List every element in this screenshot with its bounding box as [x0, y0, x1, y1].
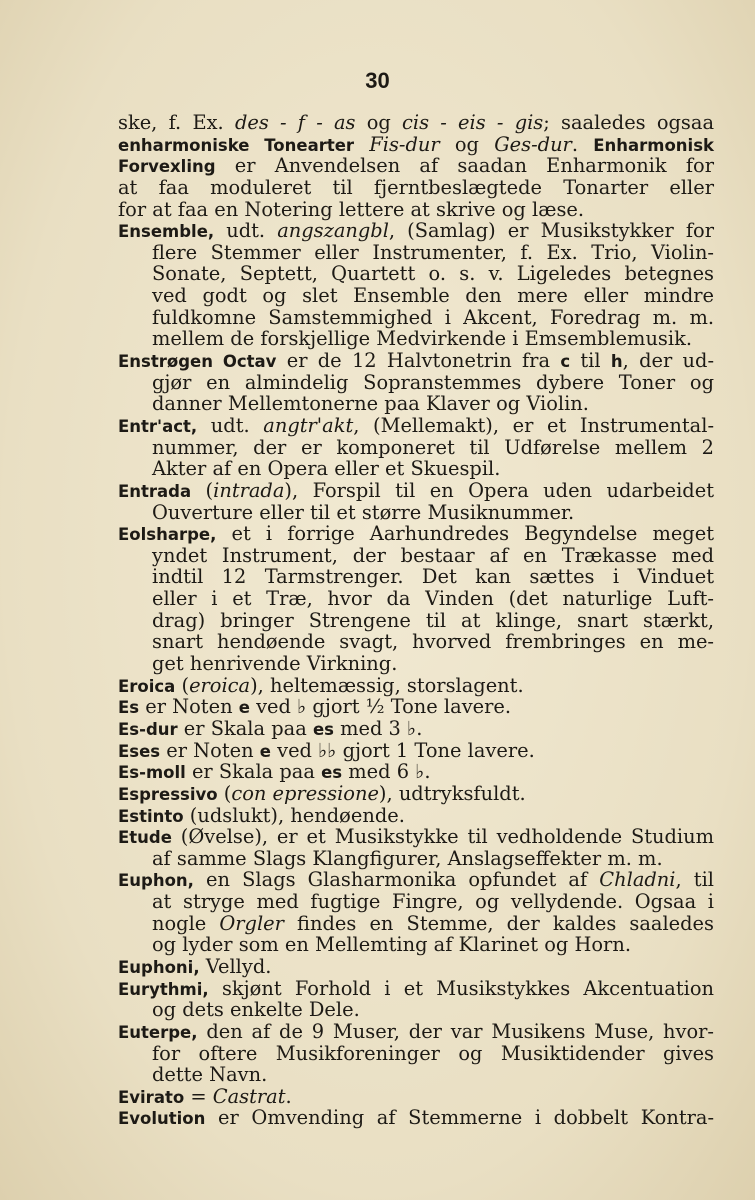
text-line	[118, 783, 714, 805]
text-run: flere Stemmer eller Instrumenter, f. Ex. Trio, Violin-	[152, 240, 714, 264]
italic-term: eroica	[189, 673, 251, 697]
text-run: Ouverture eller til et større Musiknummer.	[152, 500, 575, 524]
headword: Eroica	[118, 676, 176, 696]
text-run: indtil 12 Tarmstrenger. Det kan sættes i Vinduet	[152, 565, 714, 589]
text-line	[118, 242, 714, 264]
text-run: drag) bringer Strengene til at klinge, snart stærkt,	[152, 608, 714, 632]
text-run: med 3 ♭.	[333, 716, 423, 740]
text-line	[118, 177, 714, 199]
text-run: Sonate, Septett, Quartett o. s. v. Ligeledes betegnes	[152, 262, 714, 286]
text-run: .	[285, 1084, 292, 1108]
text-run: udt.	[197, 413, 264, 437]
italic-term: angtr'akt	[263, 413, 354, 437]
italic-term: angszangbl	[277, 219, 389, 243]
headword: Eolsharpe,	[118, 525, 217, 545]
headword: Es-dur	[118, 719, 178, 739]
headword: h	[610, 352, 623, 372]
text-line	[118, 1021, 714, 1043]
text-run: nogle	[152, 911, 220, 935]
text-run: er Skala paa	[177, 716, 313, 740]
headword: Entrada	[118, 481, 192, 501]
italic-term: con epressione	[231, 781, 379, 805]
text-line	[118, 675, 714, 697]
text-run: yndet Instrument, der bestaar af en Trækasse med	[152, 543, 714, 567]
text-run: (	[217, 781, 232, 805]
italic-term: intrada	[213, 478, 285, 502]
italic-term: Ges-dur	[494, 132, 572, 156]
headword: Eses	[118, 741, 161, 761]
headword: es	[321, 763, 343, 783]
text-line	[118, 372, 714, 394]
text-line	[118, 437, 714, 459]
text-run: for at faa en Notering lettere at skrive og læse.	[118, 197, 585, 221]
text-line	[118, 588, 714, 610]
headword: Forvexling	[118, 157, 216, 177]
text-run: get henrivende Virkning.	[152, 652, 398, 676]
text-run: mellem de forskjellige Medvirkende i Emsemblemusik.	[152, 327, 692, 351]
headword: Estinto	[118, 806, 184, 826]
headword: Es	[118, 698, 140, 718]
headword: es	[312, 719, 334, 739]
headword: Espressivo	[118, 784, 218, 804]
text-run: og	[355, 111, 403, 134]
text-run: (	[175, 673, 190, 697]
text-run: , til	[675, 868, 714, 892]
text-line	[118, 134, 714, 156]
text-line	[118, 523, 714, 545]
headword: Eurythmi,	[118, 979, 209, 999]
text-run: af samme Slags Klangfigurer, Anslagseffekter m. m.	[152, 846, 663, 870]
text-run: =	[184, 1084, 213, 1108]
text-run: er Skala paa	[185, 760, 322, 784]
text-line	[118, 653, 714, 675]
headword: e	[259, 741, 271, 761]
headword: Evolution	[118, 1109, 206, 1129]
headword: enharmoniske Tonearter	[118, 135, 355, 155]
text-run: er Noten	[139, 695, 239, 719]
italic-term: cis - eis - gis	[402, 111, 544, 134]
text-run: (udslukt), hendøende.	[183, 803, 405, 827]
text-run: at stryge med fugtige Fingre, og vellydende. Ogsaa i	[152, 890, 714, 914]
text-run: udt.	[214, 219, 278, 243]
text-run: er Anvendelsen af saadan Enharmonik for	[215, 154, 714, 178]
text-line	[118, 631, 714, 653]
text-run: ), heltemæssig, storslagent.	[250, 673, 524, 697]
text-line	[118, 1107, 714, 1129]
text-run: ske, f. Ex.	[118, 111, 235, 134]
headword: Entr'act,	[118, 416, 198, 436]
headword: Es-moll	[118, 763, 186, 783]
text-run: ), Forspil til en Opera uden udarbeidet	[284, 478, 714, 502]
text-run: , der ud-	[622, 349, 715, 373]
text-line	[118, 502, 714, 524]
text-run: ved godt og slet Ensemble den mere eller mindre	[152, 284, 714, 308]
text-run: , (Mellemakt), er et Instrumental-	[353, 413, 715, 437]
text-line	[118, 393, 714, 415]
text-line	[118, 913, 714, 935]
italic-term: Castrat	[212, 1084, 286, 1108]
dictionary-text	[118, 112, 714, 1129]
headword: Euphoni,	[118, 957, 200, 977]
headword: Evirato	[118, 1087, 185, 1107]
text-run: findes en Stemme, der kaldes saaledes	[283, 911, 714, 935]
headword: c	[560, 352, 571, 372]
text-line	[118, 458, 714, 480]
text-line	[118, 610, 714, 632]
italic-term: Orgler	[219, 911, 284, 935]
text-run: Akter af en Opera eller et Skuespil.	[152, 457, 501, 481]
text-line	[118, 1086, 714, 1108]
headword: Euphon,	[118, 871, 194, 891]
text-run: til	[570, 349, 611, 373]
text-run: ; saaledes ogsaa	[543, 111, 715, 134]
text-run: , (Samlag) er Musikstykker for	[388, 219, 714, 243]
text-run: danner Mellemtonerne paa Klaver og Violin.	[152, 392, 589, 416]
text-run: og lyder som en Mellemting af Klarinet og Horn.	[152, 933, 631, 957]
text-line	[118, 220, 714, 242]
text-line	[118, 718, 714, 740]
headword: e	[238, 698, 250, 718]
text-line	[118, 480, 714, 502]
text-run: at faa moduleret til fjerntbeslægtede Tonarter eller	[118, 175, 714, 199]
text-run: er de 12 Halvtonetrin fra	[276, 349, 561, 373]
text-run: en Slags Glasharmonika opfundet af	[193, 868, 600, 892]
text-run: skjønt Forhold i et Musikstykkes Akcentuation	[208, 976, 714, 1000]
text-run: et i forrige Aarhundredes Begyndelse meget	[216, 522, 714, 546]
text-line	[118, 350, 714, 372]
headword: Ensemble,	[118, 222, 215, 242]
text-line	[118, 263, 714, 285]
text-line	[118, 112, 714, 134]
text-line	[118, 934, 714, 956]
headword: Enstrøgen Octav	[118, 352, 277, 372]
text-run: ved ♭♭ gjort 1 Tone lavere.	[270, 738, 535, 762]
text-run: ), udtryksfuldt.	[378, 781, 526, 805]
headword: Etude	[118, 828, 172, 848]
text-run: er Omvending af Stemmerne i dobbelt Kontra-	[205, 1106, 714, 1130]
text-line	[118, 1043, 714, 1065]
text-line	[118, 696, 714, 718]
text-line	[118, 826, 714, 848]
text-run: gjør en almindelig Sopranstemmes dybere Toner og	[152, 370, 714, 394]
italic-term: des - f - as	[234, 111, 356, 134]
text-line	[118, 891, 714, 913]
headword: Euterpe,	[118, 1022, 198, 1042]
text-run: den af de 9 Muser, der var Musikens Muse, hvor-	[197, 1019, 714, 1043]
text-line	[118, 285, 714, 307]
italic-term: Chladni	[599, 868, 676, 892]
text-line	[118, 956, 714, 978]
text-line	[118, 978, 714, 1000]
text-line	[118, 1064, 714, 1086]
text-line	[118, 761, 714, 783]
text-run: (Øvelse), er et Musikstykke til vedholdende Studium	[171, 825, 714, 849]
text-run: .	[571, 132, 594, 156]
text-line	[118, 415, 714, 437]
page-number: 30	[365, 68, 390, 93]
text-line	[118, 328, 714, 350]
text-run: med 6 ♭.	[342, 760, 431, 784]
text-run: (	[191, 478, 214, 502]
text-run: ved ♭ gjort ½ Tone lavere.	[249, 695, 512, 719]
text-run	[354, 133, 369, 156]
italic-term: Fis-dur	[369, 132, 440, 156]
text-run: for oftere Musikforeninger og Musiktidender gives	[152, 1041, 714, 1065]
text-line	[118, 545, 714, 567]
text-run: snart hendøende svagt, hvorved frembringes en me-	[152, 630, 714, 654]
text-run: fuldkomne Samstemmighed i Akcent, Foredrag m. m.	[152, 305, 714, 329]
text-run: og dets enkelte Dele.	[152, 998, 360, 1022]
text-run: nummer, der er komponeret til Udførelse mellem 2	[152, 435, 714, 459]
text-line	[118, 999, 714, 1021]
text-run: og	[439, 132, 495, 156]
text-line	[118, 869, 714, 891]
text-run: dette Navn.	[152, 1063, 268, 1087]
text-line	[118, 199, 714, 221]
text-line	[118, 805, 714, 827]
text-run: eller i et Træ, hvor da Vinden (det naturlige Luft-	[152, 587, 714, 611]
text-run: er Noten	[160, 738, 260, 762]
text-run: Vellyd.	[199, 954, 272, 978]
text-line	[118, 155, 714, 177]
text-line	[118, 740, 714, 762]
headword: Enharmonisk	[593, 135, 714, 155]
text-line	[118, 566, 714, 588]
text-line	[118, 848, 714, 870]
text-line	[118, 307, 714, 329]
